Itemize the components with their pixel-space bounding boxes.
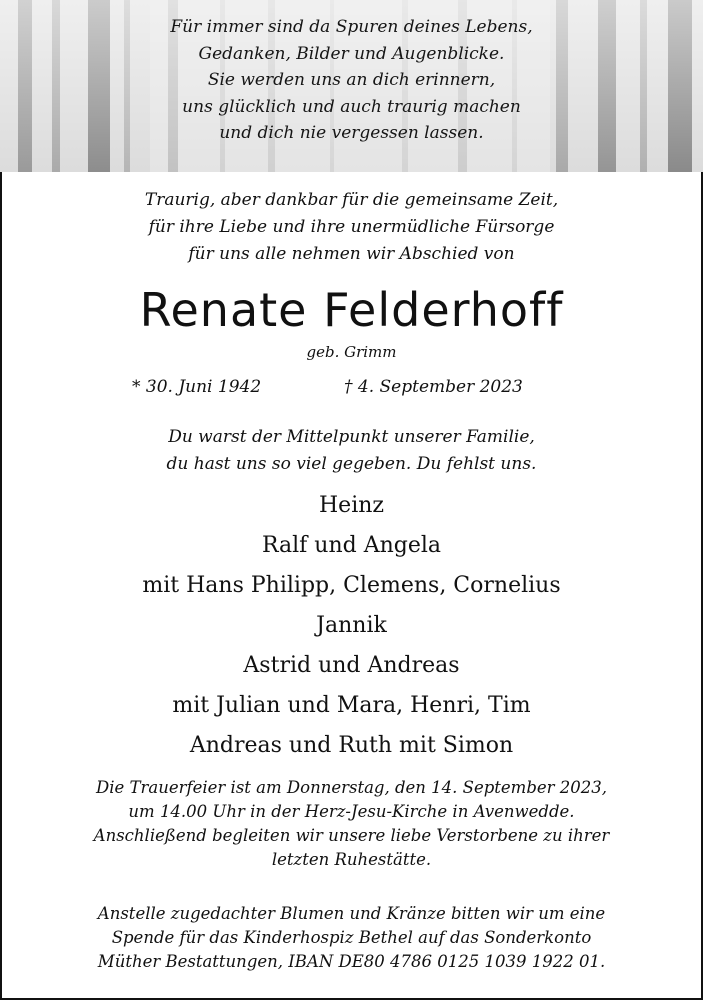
family-member: Ralf und Angela: [261, 533, 442, 558]
intro-line: für uns alle nehmen wir Abschied von: [188, 244, 515, 264]
donation-line: Müther Bestattungen, IBAN DE80 4786 0125 1039 1922 01.: [97, 952, 606, 971]
service-line: letzten Ruhestätte.: [271, 850, 432, 869]
service-info: [0, 776, 703, 872]
family-list: [0, 486, 703, 766]
tribute-line: du hast uns so viel gegeben. Du fehlst uns.: [166, 454, 537, 474]
family-member: Astrid und Andreas: [243, 653, 460, 678]
poem: [0, 14, 703, 147]
service-line: Anschließend begleiten wir unsere liebe Verstorbene zu ihrer: [93, 826, 610, 845]
tribute-text: [0, 424, 703, 478]
family-member: Jannik: [316, 613, 387, 638]
poem-line: und dich nie vergessen lassen.: [219, 123, 484, 143]
service-line: um 14.00 Uhr in der Herz-Jesu-Kirche in Avenwedde.: [128, 802, 575, 821]
maiden-name: geb. Grimm: [306, 343, 397, 361]
family-member: mit Hans Philipp, Clemens, Cornelius: [142, 573, 561, 598]
donation-info: [0, 902, 703, 974]
donation-line: Spende für das Kinderhospiz Bethel auf das Sonderkonto: [111, 928, 592, 947]
intro-text: [0, 187, 703, 268]
deceased-name: Renate Felderhoff: [139, 283, 564, 337]
tribute-line: Du warst der Mittelpunkt unserer Familie,: [168, 427, 535, 447]
poem-line: Gedanken, Bilder und Augenblicke.: [198, 43, 505, 64]
donation-line: Anstelle zugedachter Blumen und Kränze bitten wir um eine: [97, 904, 606, 923]
family-member: Andreas und Ruth mit Simon: [189, 733, 514, 758]
family-member: mit Julian und Mara, Henri, Tim: [172, 693, 531, 718]
death-date: † 4. September 2023: [344, 377, 523, 397]
intro-line: Traurig, aber dankbar für die gemeinsame Zeit,: [144, 190, 559, 210]
intro-line: für ihre Liebe und ihre unermüdliche Fürsorge: [148, 217, 555, 237]
family-member: Heinz: [318, 493, 384, 518]
poem-line: Für immer sind da Spuren deines Lebens,: [170, 17, 533, 37]
birth-date: * 30. Juni 1942: [132, 377, 262, 397]
service-line: Die Trauerfeier ist am Donnerstag, den 14. September 2023,: [95, 778, 608, 797]
poem-line: uns glücklich und auch traurig machen: [182, 96, 521, 117]
forest-header-photo: [0, 0, 703, 172]
poem-line: Sie werden uns an dich erinnern,: [207, 70, 496, 90]
